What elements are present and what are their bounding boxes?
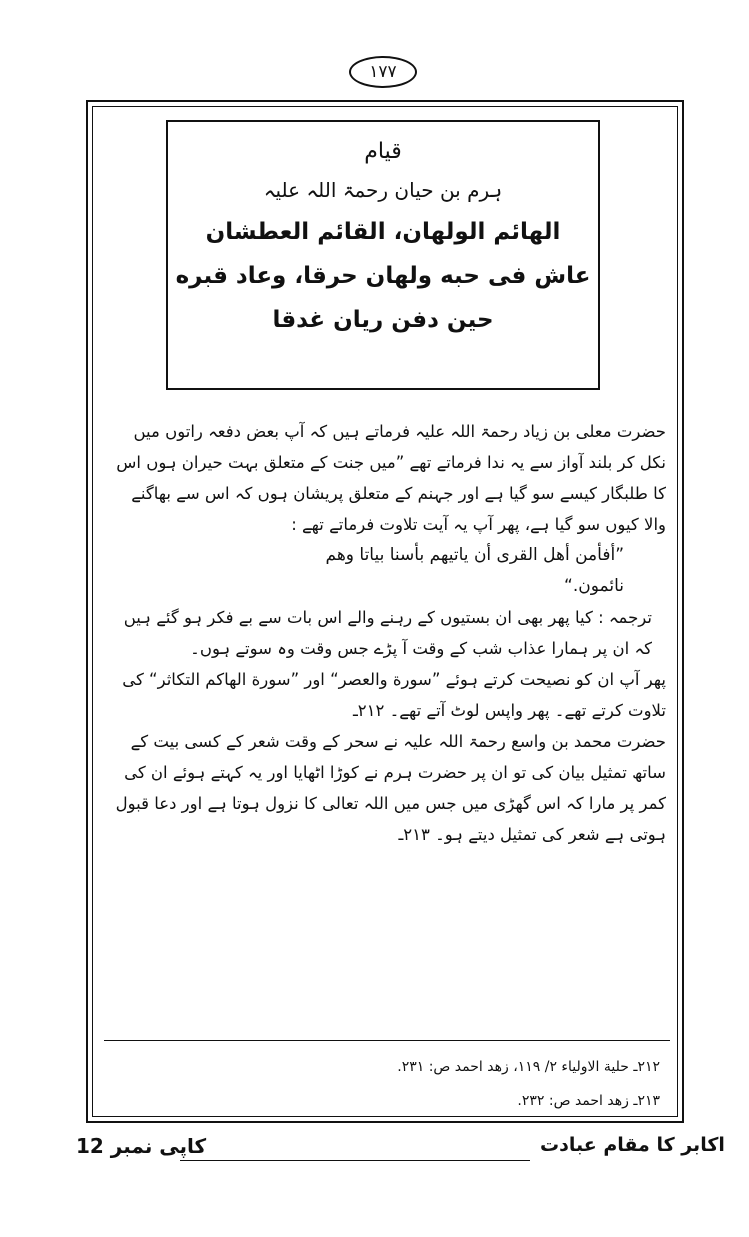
paragraph-1: حضرت معلی بن زیاد رحمۃ اللہ علیہ فرماتے ہیں کہ آپ بعض دفعہ راتوں میں نکل کر بلند آواز سے یہ ندا فرماتے تھے ”میں جنت کے متعلق بہت حیران ہوں اس کا طلبگار کیسے سو گیا ہے اور جہنم کے متعلق پریشان ہوں کہ اس سے بھاگنے والا کیوں سو گیا ہے، پھر آپ یہ آیت تلاوت فرماتے تھے : — [116, 422, 666, 534]
book-title: اکابر کا مقام عبادت — [540, 1134, 725, 1156]
arabic-epithet-line-3: حین دفن ریان غدقا — [272, 307, 494, 333]
person-name: ہرم بن حیان رحمۃ اللہ علیہ — [263, 178, 503, 202]
paragraph-2: پھر آپ ان کو نصیحت کرتے ہوئے ”سورة والعصر“ اور ”سورة الهاكم التكاثر“ کی تلاوت کرتے تھے۔ پھر واپس لوٹ آتے تھے۔ ۲۱۲ـ — [122, 670, 666, 720]
footer-divider — [180, 1160, 530, 1161]
verse-translation: ترجمہ : کیا پھر بھی ان بستیوں کے رہنے والے اس بات سے بے فکر ہو گئے ہیں کہ ان پر ہمارا عذاب شب کے وقت آ پڑے جس وقت وہ سوتے ہوں۔ — [123, 608, 652, 658]
arabic-epithet-line-2: عاش فی حبه ولهان حرقا، وعاد قبره — [175, 263, 591, 289]
chapter-heading: قیام — [364, 139, 402, 164]
footnotes — [240, 1050, 660, 1118]
footnote-213: ۲۱۳ـ زهد احمد ص: ۲۳۲. — [517, 1093, 660, 1109]
arabic-epithet-line-1: الهائم الولهان، القائم العطشان — [205, 219, 561, 245]
quran-verse-line-2: نائمون.“ — [564, 576, 624, 596]
footnote-divider — [104, 1040, 670, 1041]
paragraph-3: حضرت محمد بن واسع رحمۃ اللہ علیہ نے سحر کے وقت شعر کے کسی بیت کے ساتھ تمثیل بیان کی تو ان پر حضرت ہرم نے کوڑا اٹھایا اور یہ کہتے ہوئے ان کی کمر پر مارا کہ اس گھڑی میں جس میں اللہ تعالی کا نزول ہوتا ہے اور دعا قبول ہوتی ہے شعر کی تمثیل دیتے ہو۔ ۲۱۳ـ — [115, 732, 666, 844]
footnote-212: ۲۱۲ـ حلية الاولياء ۲/ ۱۱۹، زهد احمد ص: ۲۳۱. — [397, 1059, 660, 1075]
page-number: ١٧٧ — [349, 56, 417, 88]
copy-number: کاپی نمبر 12 — [76, 1134, 207, 1158]
main-text — [104, 416, 666, 850]
title-box — [166, 120, 600, 390]
quran-verse-line-1: ”أفأمن أهل القرى أن ياتيهم بأسنا بياتا وهم — [325, 545, 624, 565]
